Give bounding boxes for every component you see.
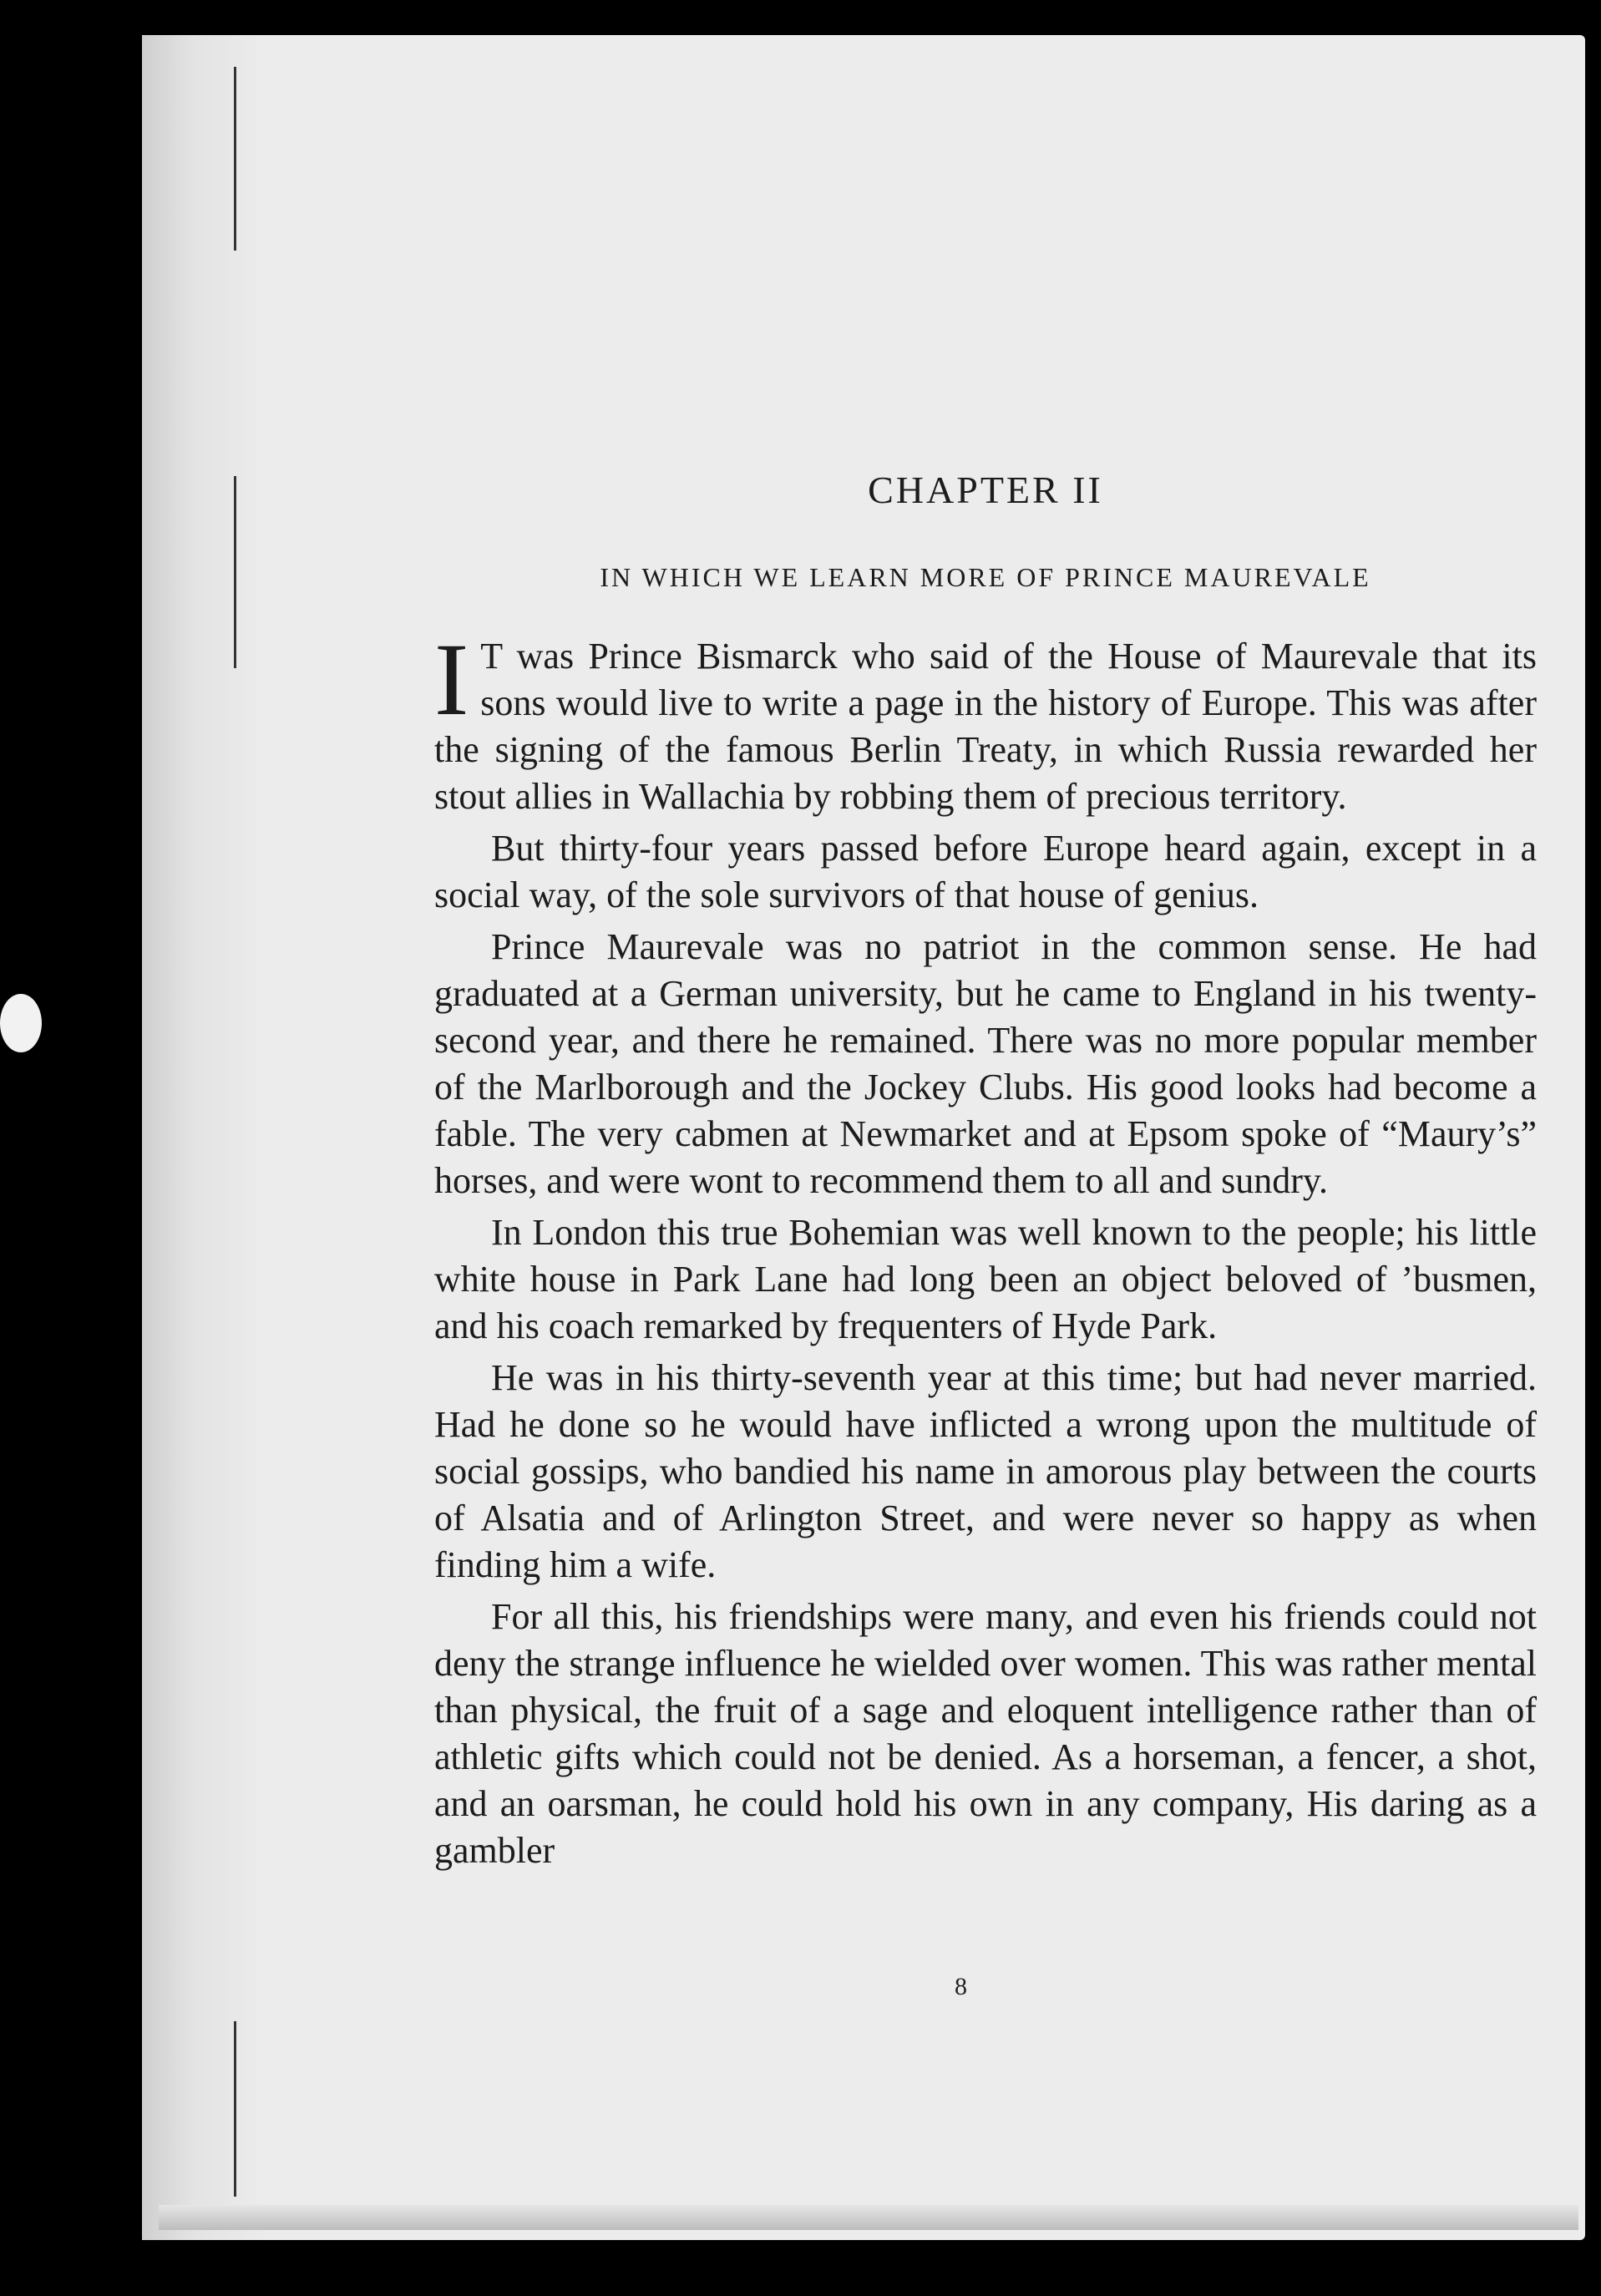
chapter-title: CHAPTER II [868, 469, 1103, 511]
scan-artifact [0, 994, 42, 1052]
drop-cap: I [434, 622, 469, 737]
spine-shadow-mark [234, 2021, 236, 2197]
spine-shadow-mark [234, 67, 236, 251]
spine-shadow-mark [234, 476, 236, 668]
chapter-subtitle: IN WHICH WE LEARN MORE OF PRINCE MAUREVALE [600, 562, 1371, 592]
page-text [434, 468, 1537, 1879]
paragraph: In London this true Bohemian was well known to the people; his little white house in Park Lane had long been an object beloved of ’busmen, and his coach remarked by frequenters of Hyde Park. [434, 1212, 1537, 1346]
paragraph [434, 622, 1537, 820]
page-bottom-edge [159, 2205, 1578, 2230]
paragraph-text: T was Prince Bismarck who said of the House of Maurevale that its sons would live to write a page in the history of Europe. This was after the signing of the famous Berlin Treaty, in which Russia rewarded her stout allies in Wallachia by robbing them of precious territory. [434, 636, 1537, 817]
paragraph: For all this, his friendships were many, and even his friends could not deny the strange influence he wielded over women. This was rather mental than physical, the fruit of a sage and eloquent intelligence rather than of athletic gifts which could not be denied. As a horseman, a fencer, a shot, and an oarsman, he could hold his own in any company, His daring as a gambler [434, 1596, 1537, 1871]
page-number: 8 [955, 1973, 967, 2000]
paragraph: Prince Maurevale was no patriot in the common sense. He had graduated at a German university, but he came to England in his twenty-second year, and there he remained. There was no more popular member of the Marlborough and the Jockey Clubs. His good looks had become a fable. The very cabmen at Newmarket and at Epsom spoke of “Maury’s” horses, and were wont to recommend them to all and sundry. [434, 926, 1537, 1201]
paragraph: But thirty-four years passed before Europe heard again, except in a social way, of the sole survivors of that house of genius. [434, 828, 1537, 915]
book-spine-edge [142, 35, 267, 2240]
paragraph: He was in his thirty-seventh year at this time; but had never married. Had he done so he would have inflicted a wrong upon the multitude of social gossips, who bandied his name in amorous play between the courts of Alsatia and of Arlington Street, and were never so happy as when finding him a wife. [434, 1357, 1537, 1585]
